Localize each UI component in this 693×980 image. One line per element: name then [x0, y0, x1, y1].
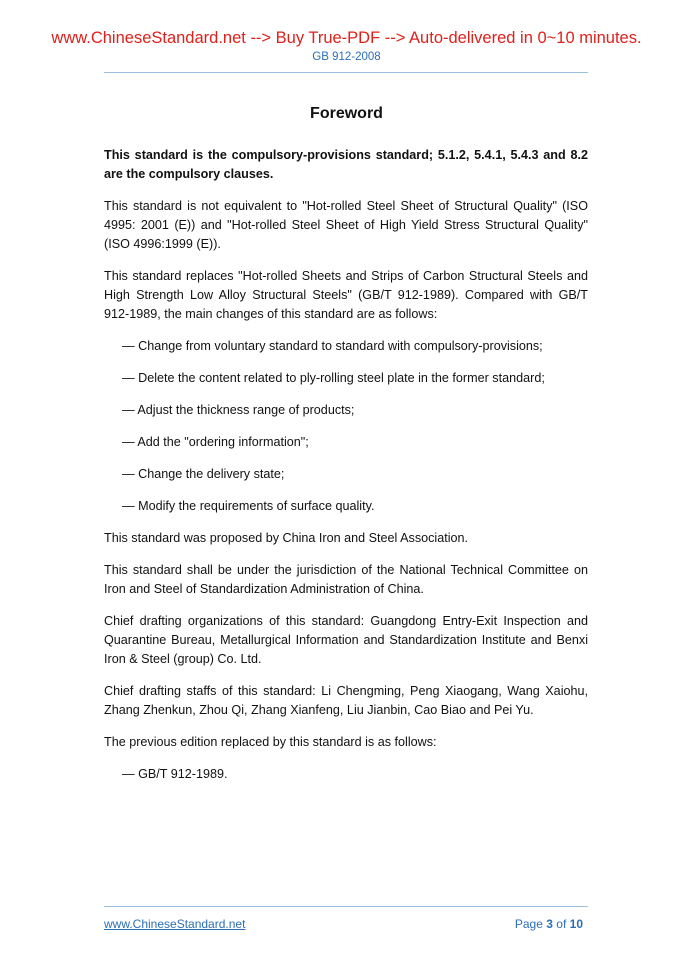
header-banner: www.ChineseStandard.net --> Buy True-PDF --> Auto-delivered in 0~10 minutes. — [51, 29, 642, 47]
change-item: — Modify the requirements of surface quality. — [122, 499, 375, 513]
page-total: 10 — [569, 917, 583, 931]
previous-edition-item: — GB/T 912-1989. — [122, 767, 228, 781]
change-item: — Delete the content related to ply-rolling steel plate in the former standard; — [122, 371, 545, 385]
page-number — [515, 916, 583, 932]
footer-website-link[interactable]: www.ChineseStandard.net — [104, 917, 246, 931]
page-label: Page — [514, 917, 543, 931]
compulsory-clauses-paragraph: This standard is the compulsory-provisions standard; 5.1.2, 5.4.1, 5.4.3 and 8.2 are the compulsory clauses. — [104, 148, 588, 181]
equivalence-paragraph: This standard is not equivalent to "Hot-rolled Steel Sheet of Structural Quality" (ISO 4995: 2001 (E)) and "Hot-rolled Steel Sheet of High Yield Stress Structural Quality" (ISO 4996:1999 (E)). — [104, 199, 588, 251]
change-item: — Add the "ordering information"; — [122, 435, 309, 449]
drafting-organizations-paragraph: Chief drafting organizations of this standard: Guangdong Entry-Exit Inspection and Quarantine Bureau, Metallurgical Information and Standardization Institute and Benxi Iron & Steel (group) Co. Ltd. — [104, 614, 588, 666]
proposal-paragraph: This standard was proposed by China Iron and Steel Association. — [104, 531, 469, 545]
footer-divider — [104, 906, 588, 907]
change-item: — Change from voluntary standard to standard with compulsory-provisions; — [122, 339, 543, 353]
standard-code: GB 912-2008 — [312, 51, 381, 63]
drafting-staff-paragraph: Chief drafting staffs of this standard: Li Chengming, Peng Xiaogang, Wang Xaiohu, Zhang Zhenkun, Zhou Qi, Zhang Xianfeng, Liu Jianbin, Cao Biao and Pei Yu. — [104, 684, 588, 717]
page-title: Foreword — [310, 105, 383, 122]
header-divider — [104, 72, 588, 73]
foreword-body — [104, 146, 588, 797]
replacement-paragraph: This standard replaces "Hot-rolled Sheets and Strips of Carbon Structural Steels and High Strength Low Alloy Structural Steels" (GB/T 912-1989). Compared with GB/T 912-1989, the main changes of this standard are as follows: — [104, 269, 588, 321]
change-item: — Change the delivery state; — [122, 467, 285, 481]
previous-edition-paragraph: The previous edition replaced by this standard is as follows: — [104, 735, 437, 749]
jurisdiction-paragraph: This standard shall be under the jurisdiction of the National Technical Committee on Iron and Steel of Standardization Administration of China. — [104, 563, 588, 596]
page-of: of — [556, 917, 567, 931]
change-item: — Adjust the thickness range of products; — [122, 403, 355, 417]
page-current: 3 — [546, 917, 553, 931]
